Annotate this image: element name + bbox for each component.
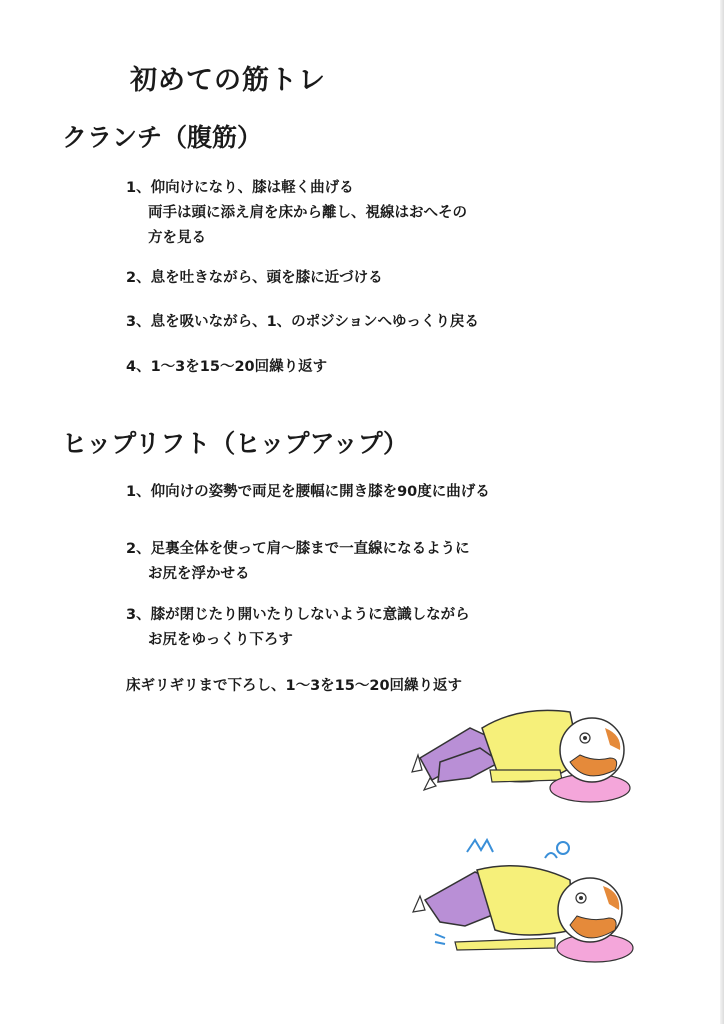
hip-step-3 — [126, 603, 470, 653]
hip-step-2 — [126, 537, 470, 587]
page-edge — [720, 0, 724, 1024]
crunch-illustration — [410, 700, 640, 820]
page-title: 初めての筋トレ — [130, 65, 326, 96]
motion-mark-icon — [467, 840, 493, 852]
hip-step-1: 1、仰向けの姿勢で両足を腰幅に開き膝を90度に曲げる — [126, 484, 490, 500]
hip-lift-illustration — [405, 830, 640, 980]
crunch-step-1-text: 1、仰向けになり、膝は軽く曲げる — [126, 180, 354, 196]
section-heading-crunch: クランチ（腹筋） — [62, 123, 263, 152]
crunch-step-3: 3、息を吸いながら、1、のポジションへゆっくり戻る — [126, 314, 479, 330]
hip-step-2-cont1: お尻を浮かせる — [148, 566, 250, 582]
hip-step-3-text: 3、膝が閉じたり開いたりしないように意識しながら — [126, 607, 470, 623]
crunch-step-1-cont2: 方を見る — [148, 230, 206, 246]
crunch-step-1 — [126, 176, 467, 251]
crunch-step-1-cont1: 両手は頭に添え肩を床から離し、視線はおへその — [148, 205, 467, 221]
repeat-note: 床ギリギリまで下ろし、1～3を15～20回繰り返す — [126, 678, 463, 694]
hip-step-3-cont1: お尻をゆっくり下ろす — [148, 632, 293, 648]
hip-step-2-text: 2、足裏全体を使って肩～膝まで一直線になるように — [126, 541, 470, 557]
crunch-step-4: 4、1～3を15～20回繰り返す — [126, 359, 328, 375]
crunch-step-2: 2、息を吐きながら、頭を膝に近づける — [126, 270, 383, 286]
section-heading-hip-lift: ヒップリフト（ヒップアップ） — [62, 429, 409, 458]
